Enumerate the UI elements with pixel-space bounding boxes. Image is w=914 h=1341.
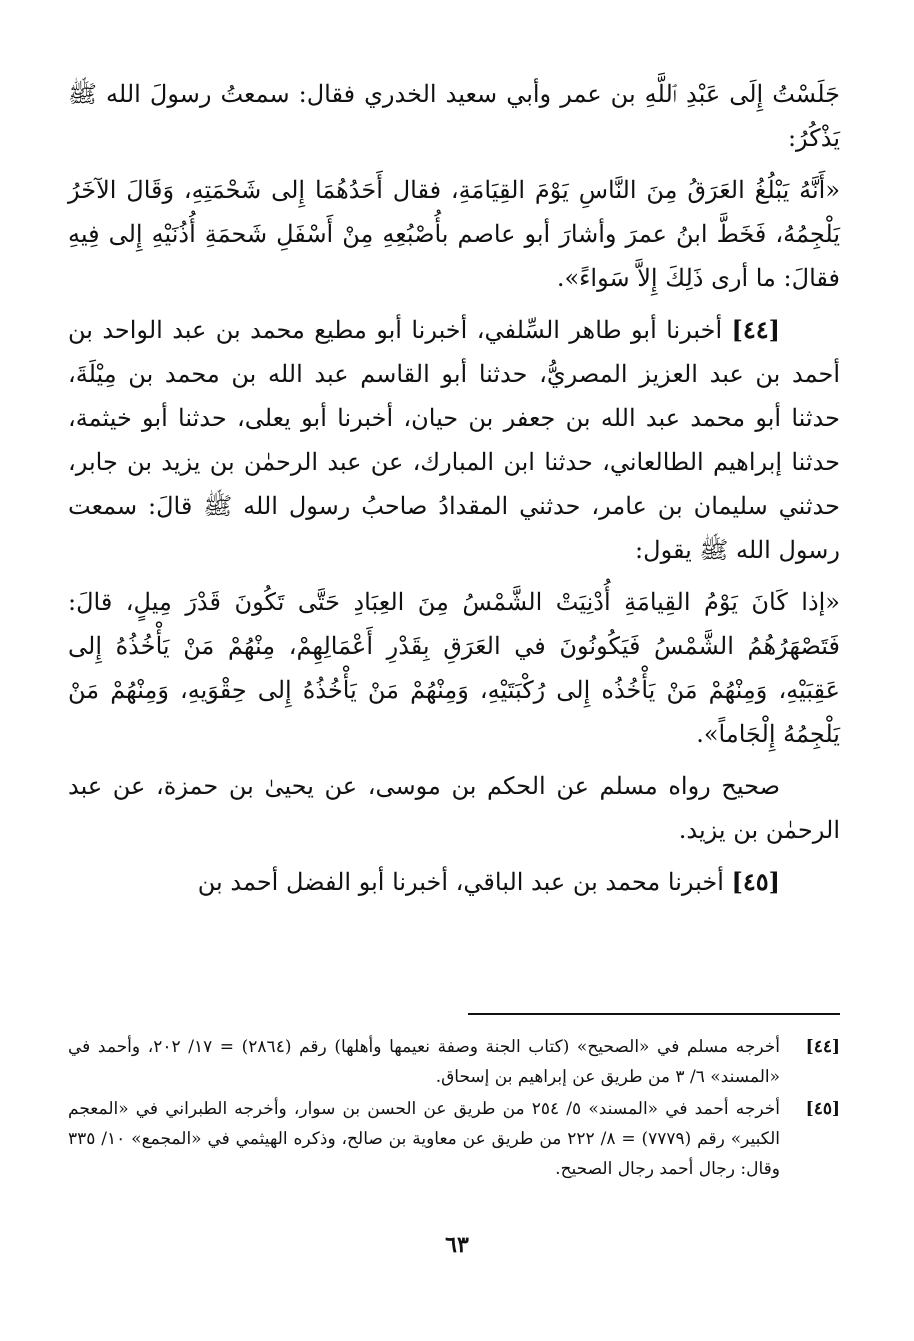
page-number: ٦٣	[445, 1232, 469, 1258]
paragraph-continuation	[68, 72, 840, 160]
footnote-divider	[468, 1013, 840, 1015]
footnotes	[68, 1032, 840, 1186]
hadith-quote	[68, 168, 840, 300]
paragraph-text: أخبرنا أبو طاهر السِّلفي، أخبرنا أبو مطيع محمد بن عبد الواحد بن أحمد بن عبد العزيز المصريُّ، حدثنا أبو القاسم عبد الله بن محمد بن مِيْلَةَ، حدثنا أبو محمد عبد الله بن جعفر بن حيان، أخبرنا أبو يعلى، حدثنا أبو خيثمة، حدثنا إبراهيم الطالعاني، حدثنا ابن المبارك، عن عبد الرحمٰن بن يزيد بن جابر، حدثني سليمان بن عامر، حدثني المقدادُ صاحبُ رسول الله ﷺ قالَ: سمعت رسول الله ﷺ يقول:	[68, 316, 840, 564]
footnote-text: أخرجه أحمد في «المسند» ٥/ ٢٥٤ من طريق عن الحسن بن سوار، وأخرجه الطبراني في «المعجم الكبير» رقم (٧٧٧٩) = ٨/ ٢٢٢ من طريق عن معاوية بن صالح، وذكره الهيثمي في «المجمع» ١٠/ ٣٣٥ وقال: رجال أحمد رجال الصحيح.	[68, 1099, 781, 1179]
page-body	[68, 72, 840, 912]
paragraph-text: «إذا كَانَ يَوْمُ القِيامَةِ أُدْنِيَتْ الشَّمْسُ مِنَ العِبَادِ حَتَّى تَكُونَ قَدْرَ مِيلٍ، قالَ: فَتَصْهَرُهُمُ الشَّمْسُ فَيَكُونُونَ في العَرَقِ بِقَدْرِ أَعْمَالِهِمْ، مِنْهُمْ مَنْ يَأْخُذُهُ إِلى عَقِبَيْهِ، وَمِنْهُمْ مَنْ يَأْخُذُه إِلى رُكْبَتَيْهِ، وَمِنْهُمْ مَنْ يَأْخُذُهُ إِلى حِقْوَيهِ، وَمِنْهُمْ مَنْ يَلْجِمُهُ إِلْجَاماً».	[68, 588, 840, 748]
paragraph-text: «أَنَّهُ يَبْلُغُ العَرَقُ مِنَ النَّاسِ يَوْمَ القِيَامَةِ، فقال أَحَدُهُمَا إِلى شَحْمَتِهِ، وَقَالَ الآخَرُ يَلْجِمُهُ، فَخَطَّ ابنُ عمرَ وأشارَ أبو عاصم بأُصْبُعِهِ مِنْ أَسْفَلِ شَحمَةِ أُذُنَيْهِ إِلى فِيهِ فقالَ: ما أرى ذَلِكَ إِلاَّ سَواءً».	[68, 176, 840, 292]
footnote-44	[68, 1032, 840, 1092]
hadith-44-chain	[68, 308, 840, 572]
paragraph-text: صحيح رواه مسلم عن الحكم بن موسى، عن يحيىٰ بن حمزة، عن عبد الرحمٰن بن يزيد.	[68, 772, 840, 844]
hadith-45-chain	[68, 860, 840, 904]
footnote-45	[68, 1094, 840, 1184]
hadith-number: [٤٤]	[731, 315, 780, 344]
footnote-number: [٤٥]	[805, 1099, 840, 1119]
paragraph-text: جَلَسْتُ إِلَى عَبْدِ ٱللَّهِ بن عمر وأبي سعيد الخدري فقال: سمعتُ رسولَ الله ﷺ يَذْكُرُ:	[68, 80, 840, 152]
paragraph-text: أخبرنا محمد بن عبد الباقي، أخبرنا أبو الفضل أحمد بن	[197, 868, 724, 896]
grading-note	[68, 764, 840, 852]
main-text	[68, 72, 840, 904]
footnote-number: [٤٤]	[805, 1037, 840, 1057]
footnote-text: أخرجه مسلم في «الصحيح» (كتاب الجنة وصفة نعيمها وأهلها) رقم (٢٨٦٤) = ١٧/ ٢٠٢، وأحمد في «المسند» ٦/ ٣ من طريق عن إبراهيم بن إسحاق.	[68, 1037, 781, 1087]
hadith-number: [٤٥]	[731, 867, 780, 896]
hadith-quote	[68, 580, 840, 756]
